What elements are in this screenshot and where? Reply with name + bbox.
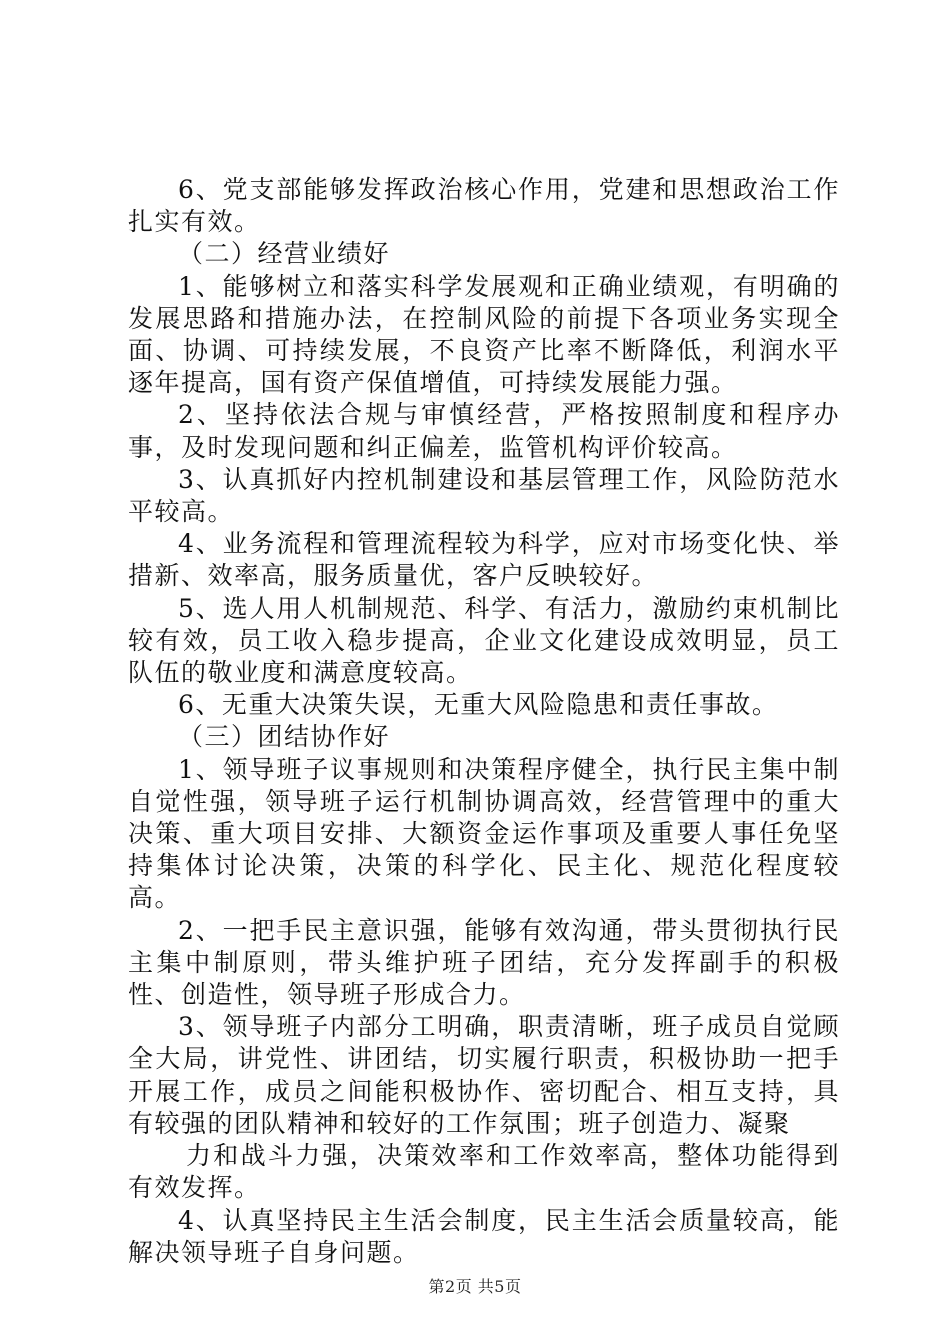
section-heading: （二）经营业绩好 bbox=[178, 239, 391, 269]
paragraph: 6、无重大决策失误，无重大风险隐患和责任事故。 bbox=[178, 690, 779, 720]
paragraph: 5、选人用人机制规范、科学、有活力，激励约束机制比较有效，员工收入稳步提高，企业文化建设成效明显，员工队伍的敬业度和满意度较高。 bbox=[128, 593, 840, 688]
paragraph-continuation: 力和战斗力强，决策效率和工作效率高，整体功能得到有效发挥。 bbox=[128, 1141, 840, 1203]
paragraph: 6、党支部能够发挥政治核心作用，党建和思想政治工作扎实有效。 bbox=[128, 175, 840, 237]
document-body bbox=[128, 174, 840, 1269]
paragraph: 2、坚持依法合规与审慎经营，严格按照制度和程序办事，及时发现问题和纠正偏差，监管机构评价较高。 bbox=[128, 400, 840, 462]
paragraph: 3、领导班子内部分工明确，职责清晰，班子成员自觉顾全大局，讲党性、讲团结，切实履行职责，积极协助一把手开展工作，成员之间能积极协作、密切配合、相互支持，具有较强的团队精神和较好的工作氛围；班子创造力、凝聚 bbox=[128, 1012, 840, 1138]
paragraph: 3、认真抓好内控机制建设和基层管理工作，风险防范水平较高。 bbox=[128, 464, 840, 527]
paragraph: 4、认真坚持民主生活会制度，民主生活会质量较高，能解决领导班子自身问题。 bbox=[128, 1205, 840, 1267]
paragraph: 1、能够树立和落实科学发展观和正确业绩观，有明确的发展思路和措施办法，在控制风险的前提下各项业务实现全面、协调、可持续发展，不良资产比率不断降低，利润水平逐年提高，国有资产保值增值，可持续发展能力强。 bbox=[128, 271, 840, 398]
paragraph: 2、一把手民主意识强，能够有效沟通，带头贯彻执行民主集中制原则，带头维护班子团结，充分发挥副手的积极性、创造性，领导班子形成合力。 bbox=[128, 915, 840, 1010]
section-heading: （三）团结协作好 bbox=[178, 722, 391, 752]
paragraph: 1、领导班子议事规则和决策程序健全，执行民主集中制自觉性强，领导班子运行机制协调高效，经营管理中的重大决策、重大项目安排、大额资金运作事项及重要人事任免坚持集体讨论决策，决策的科学化、民主化、规范化程度较高。 bbox=[128, 754, 840, 913]
page-number-footer: 第2页 共5页 bbox=[428, 1277, 522, 1296]
paragraph: 4、业务流程和管理流程较为科学，应对市场变化快、举措新、效率高，服务质量优，客户反映较好。 bbox=[128, 529, 840, 591]
